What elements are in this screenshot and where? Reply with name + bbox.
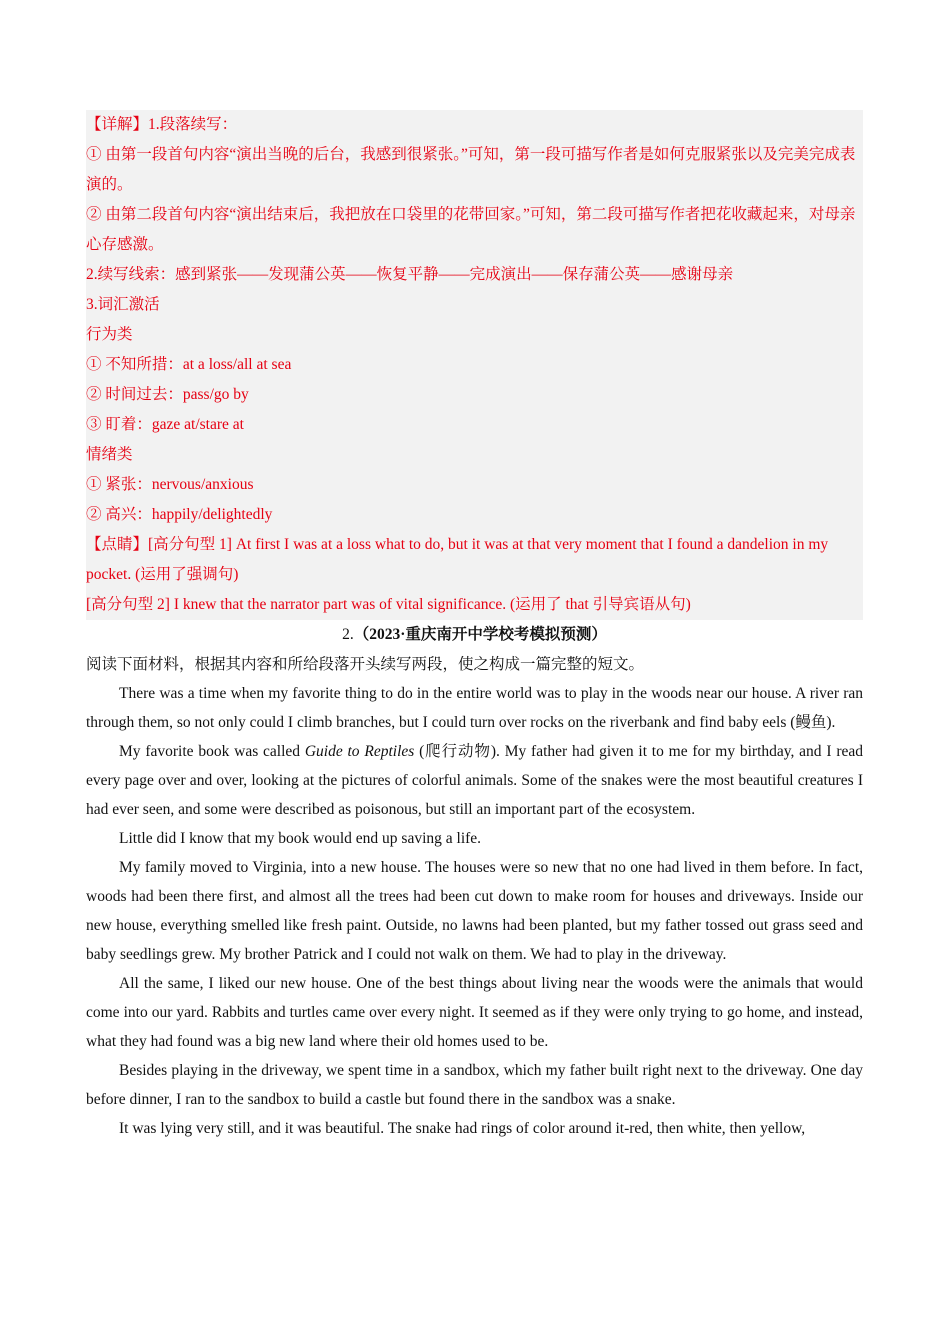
vocab-item: ② 高兴：happily/delightedly bbox=[86, 506, 273, 523]
clue-line: 2.续写线索：感到紧张——发现蒲公英——恢复平静——完成演出——保存蒲公英——感谢母亲 bbox=[86, 266, 734, 283]
vocab-item: ③ 盯着：gaze at/stare at bbox=[86, 416, 244, 433]
vocab-item: ① 不知所措：at a loss/all at sea bbox=[86, 356, 292, 373]
highlight-sentence-1: 【点睛】[高分句型 1] At first I was at a loss what to do, but it was at that very moment that I found a dandelion in my pocket. (运用了强调句) bbox=[86, 536, 829, 583]
vocab-item: ② 时间过去：pass/go by bbox=[86, 386, 249, 403]
book-title: Guide to Reptiles bbox=[304, 743, 415, 760]
question-number: 2. bbox=[342, 626, 354, 643]
analysis-point-2: ② 由第二段首句内容“演出结束后，我把放在口袋里的花带回家。”可知，第二段可描写作者把花收藏起来，对母亲心存感激。 bbox=[86, 206, 856, 253]
analysis-point-1: ① 由第一段首句内容“演出当晚的后台，我感到很紧张。”可知，第一段可描写作者是如何克服紧张以及完美完成表演的。 bbox=[86, 146, 856, 193]
vocab-category-emotion: 情绪类 bbox=[86, 446, 133, 463]
passage-paragraph bbox=[86, 737, 863, 824]
vocab-category-action: 行为类 bbox=[86, 326, 133, 343]
passage-paragraph: Little did I know that my book would end up saving a life. bbox=[119, 830, 482, 847]
passage-paragraph: There was a time when my favorite thing to do in the entire world was to play in the woods near our house. A river ran through them, so not only could I climb branches, but I could turn over rocks on the riverbank and find baby eels (鳗鱼). bbox=[86, 685, 863, 731]
document-page bbox=[86, 110, 863, 1143]
question-title bbox=[86, 620, 863, 650]
paragraph-text: My favorite book was called bbox=[119, 743, 305, 760]
passage-paragraph: Besides playing in the driveway, we spent time in a sandbox, which my father built right next to the driveway. One day before dinner, I ran to the sandbox to build a castle but found there in the sandbox was a snake. bbox=[86, 1062, 863, 1108]
analysis-heading: 【详解】1.段落续写： bbox=[86, 116, 238, 133]
vocab-item: ① 紧张：nervous/anxious bbox=[86, 476, 254, 493]
question-instruction: 阅读下面材料，根据其内容和所给段落开头续写两段，使之构成一篇完整的短文。 bbox=[86, 656, 645, 673]
analysis-section bbox=[86, 110, 863, 620]
passage-paragraph: My family moved to Virginia, into a new house. The houses were so new that no one had lived in them before. In fact, woods had been there first, and almost all the trees had been cut down to make room for houses and driveways. Inside our new house, everything smelled like fresh paint. Outside, no lawns had been planted, but my father tossed out grass seed and baby seedlings grew. My brother Patrick and I could not walk on them. We had to play in the driveway. bbox=[86, 859, 863, 963]
question-source: （2023·重庆南开中学校考模拟预测） bbox=[353, 626, 607, 643]
passage-paragraph: All the same, I liked our new house. One of the best things about living near the woods were the animals that would come into our yard. Rabbits and turtles came over every night. It seemed as if they were only trying to go home, and instead, what they had found was a big new land where their old homes used to be. bbox=[86, 975, 863, 1050]
vocab-heading: 3.词汇激活 bbox=[86, 296, 160, 313]
highlight-sentence-2: [高分句型 2] I knew that the narrator part was of vital significance. (运用了 that 引导宾语从句) bbox=[86, 596, 691, 613]
paragraph-text: (爬行动物). My father had given it to me for my birthday, and I read every page over and over, looking at the pictures of colorful animals. Some of the snakes were the most beautiful creatures I had ever seen, and some were described as poisonous, but still an important part of the ecosystem. bbox=[86, 743, 863, 818]
passage-paragraph: It was lying very still, and it was beautiful. The snake had rings of color around it-red, then white, then yellow, bbox=[119, 1120, 806, 1137]
